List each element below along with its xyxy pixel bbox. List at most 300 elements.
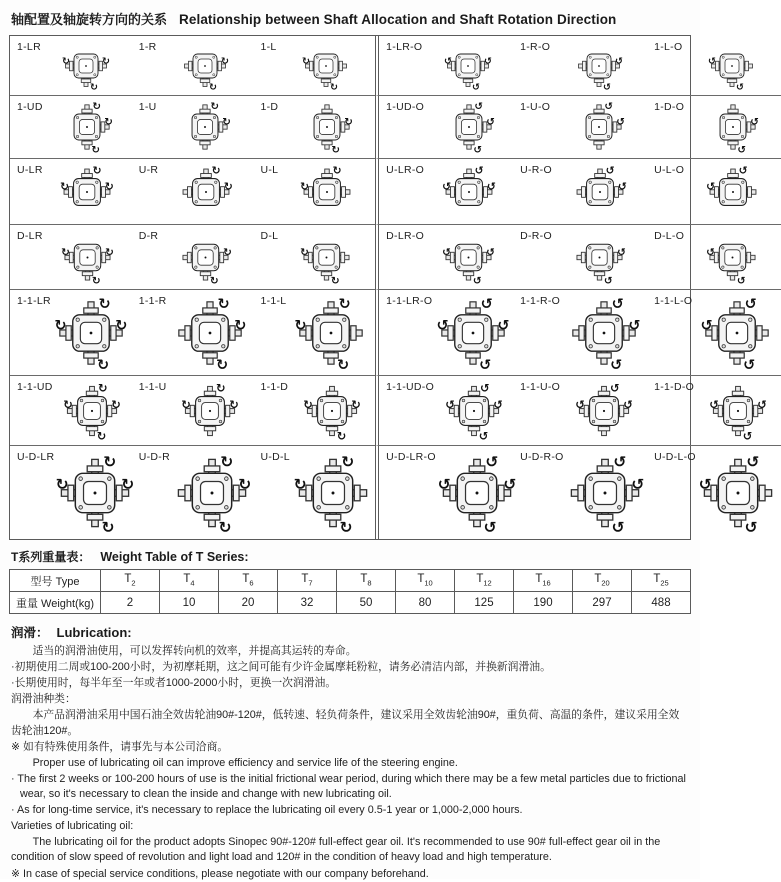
config-cell — [10, 159, 132, 224]
rotation-arrow-icon: ↻ — [329, 81, 338, 93]
rotation-arrow-icon: ↻ — [220, 55, 229, 67]
gearbox-diagram — [436, 452, 518, 534]
rotation-arrow-icon: ↻ — [331, 144, 340, 156]
config-label: 1-D-O — [654, 101, 685, 113]
rotation-arrow-icon: ↺ — [749, 116, 759, 128]
lubrication-heading — [11, 623, 691, 641]
config-diagram — [682, 36, 781, 95]
grid-row-4-right — [375, 225, 781, 290]
rotation-arrow-icon: ↻ — [332, 164, 342, 177]
config-diagram — [424, 159, 513, 224]
rotation-arrow-icon: ↻ — [237, 476, 252, 494]
rotation-arrow-icon: ↺ — [478, 356, 491, 373]
gearbox-diagram — [180, 41, 230, 91]
config-cell — [379, 96, 513, 158]
rotation-arrow-icon: ↻ — [338, 296, 351, 313]
rotation-arrow-icon: ↺ — [708, 399, 719, 412]
gearbox-diagram — [299, 230, 354, 285]
rotation-arrow-icon: ↺ — [738, 164, 748, 177]
gearbox-diagram — [54, 452, 136, 534]
config-diagram — [692, 290, 781, 375]
rotation-arrow-icon: ↺ — [436, 317, 449, 334]
lubrication-paragraph: ※ 如有特殊使用条件，请事先与本公司洽商。 — [11, 740, 229, 753]
model-header: $T_2$ — [101, 570, 160, 592]
gearbox-diagram — [441, 164, 497, 220]
config-cell — [647, 96, 781, 158]
grid-row-3-left — [10, 159, 375, 225]
lubrication-paragraph: Proper use of lubricating oil can improve efficiency and service life of the steering engine. — [32, 756, 458, 769]
config-diagram — [684, 96, 781, 158]
config-cell — [10, 290, 132, 375]
gearbox-diagram — [572, 164, 628, 220]
rotation-arrow-icon: ↻ — [92, 164, 102, 177]
config-label: 1-1-L — [260, 295, 287, 307]
config-label: 1-1-R — [138, 295, 167, 307]
rotation-arrow-icon: ↻ — [293, 476, 307, 494]
config-cell — [10, 96, 132, 158]
config-label: 1-1-U — [138, 381, 167, 393]
rotation-arrow-icon: ↻ — [115, 317, 128, 334]
config-cell — [513, 225, 647, 289]
config-cell — [132, 159, 254, 224]
config-diagram — [53, 376, 132, 445]
rotation-arrow-icon: ↻ — [210, 275, 220, 287]
rotation-arrow-icon: ↺ — [617, 246, 626, 258]
config-cell — [379, 376, 513, 445]
rotation-arrow-icon: ↻ — [102, 55, 111, 67]
config-diagram — [43, 159, 132, 224]
lubrication-paragraph: 润滑油种类： — [11, 693, 76, 706]
rotation-arrow-icon: ↺ — [706, 246, 715, 258]
gearbox-diagram — [435, 295, 511, 371]
rotation-arrow-icon: ↺ — [615, 116, 625, 128]
rotation-arrow-icon: ↺ — [474, 164, 484, 177]
rotation-arrow-icon: ↻ — [294, 317, 307, 334]
rotation-arrow-icon: ↺ — [478, 430, 488, 443]
rotation-arrow-icon: ↻ — [331, 275, 340, 287]
config-cell — [513, 159, 647, 224]
rotation-arrow-icon: ↻ — [56, 476, 70, 494]
lubrication-paragraph: ※ In case of special service conditions, please negotiate with our company beforehand. — [11, 867, 429, 880]
rotation-arrow-icon: ↻ — [208, 81, 217, 93]
rotation-arrow-icon: ↺ — [707, 55, 716, 67]
rotation-arrow-icon: ↻ — [300, 246, 310, 258]
rotation-arrow-icon: ↻ — [54, 317, 67, 334]
rotation-arrow-icon: ↺ — [745, 518, 759, 536]
model-header: $T_{16}$ — [514, 570, 573, 592]
config-diagram — [684, 225, 781, 289]
rotation-arrow-icon: ↻ — [215, 382, 226, 395]
weight-table-heading-chinese: T系列重量表： — [11, 550, 91, 564]
gearbox-diagram — [53, 295, 129, 371]
lubrication-paragraph: ·初期使用二周或100-200小时，为初摩耗期，这之间可能有少许金属摩耗粉粒，请务必清洁内部，并换新润滑油。 — [11, 661, 551, 674]
gearbox-diagram — [566, 295, 642, 371]
lubrication-paragraph: 本产品润滑油采用中国石油全效齿轮油90#-120#，低转速、轻负荷条件，建议采用全效齿轮油90#，重负荷、高温的条件，建议采用全效齿轮油120#。 — [11, 709, 680, 737]
config-cell — [132, 376, 254, 445]
rotation-arrow-icon: ↺ — [705, 180, 715, 193]
config-cell — [647, 290, 781, 375]
rotation-arrow-icon: ↻ — [121, 476, 135, 494]
rotation-arrow-icon: ↺ — [492, 399, 503, 412]
rotation-arrow-icon: ↻ — [302, 399, 313, 412]
config-label: 1-UD — [17, 101, 43, 113]
config-label: 1-LR — [17, 41, 41, 53]
grid-row-6-left — [10, 376, 375, 446]
config-diagram — [43, 96, 132, 158]
config-label: U-D-LR-O — [386, 451, 436, 463]
weight-value: 80 — [396, 592, 455, 614]
weight-value: 32 — [278, 592, 337, 614]
rotation-arrow-icon: ↺ — [486, 246, 495, 258]
rotation-arrow-icon: ↻ — [217, 296, 230, 313]
config-diagram — [158, 225, 253, 289]
rotation-arrow-icon: ↺ — [574, 399, 585, 412]
rotation-arrow-icon: ↺ — [480, 296, 493, 313]
rotation-arrow-icon: ↺ — [744, 296, 757, 313]
weight-table-heading — [11, 548, 691, 565]
rotation-arrow-icon: ↻ — [223, 246, 233, 258]
config-label: 1-R — [138, 41, 157, 53]
config-diagram — [424, 225, 513, 289]
gearbox-diagram — [301, 41, 351, 91]
rotation-arrow-icon: ↺ — [611, 518, 625, 536]
config-cell — [379, 225, 513, 289]
config-cell — [253, 159, 375, 224]
config-cell — [10, 376, 132, 445]
gearbox-diagram — [172, 295, 248, 371]
lubrication-paragraph: · As for long-time service, it's necessary to replace the lubricating oil every 0.5-1 year or 1,000-2,000 hours. — [11, 804, 523, 817]
weight-table — [9, 569, 691, 614]
rotation-arrow-icon: ↺ — [631, 476, 645, 494]
config-label: 1-1-UD — [17, 381, 53, 393]
config-cell — [513, 290, 647, 375]
lubrication-text — [11, 644, 689, 882]
model-header: $T_{12}$ — [455, 570, 514, 592]
rotation-arrow-icon: ↻ — [111, 399, 121, 412]
rotation-arrow-icon: ↻ — [218, 518, 232, 536]
config-cell — [10, 36, 132, 95]
page-title — [11, 9, 691, 28]
rotation-arrow-icon: ↻ — [96, 430, 107, 443]
config-label: U-L — [260, 164, 279, 176]
rotation-arrow-icon: ↻ — [90, 81, 99, 93]
gearbox-diagram — [62, 381, 122, 441]
config-label: U-L-O — [654, 164, 685, 176]
model-header: $T_4$ — [160, 570, 219, 592]
gearbox-diagram — [171, 452, 253, 534]
gearbox-diagram — [443, 41, 493, 91]
config-diagram — [422, 36, 513, 95]
rotation-arrow-icon: ↻ — [60, 246, 70, 258]
gearbox-diagram — [292, 452, 374, 534]
gearbox-diagram — [564, 452, 646, 534]
config-diagram — [684, 159, 781, 224]
rotation-arrow-icon: ↺ — [472, 144, 482, 156]
config-label: U-R — [138, 164, 159, 176]
config-diagram — [288, 376, 375, 445]
config-diagram — [550, 36, 647, 95]
config-cell — [647, 446, 781, 539]
gearbox-diagram — [178, 164, 234, 220]
config-label: 1-L — [260, 41, 277, 53]
config-diagram — [552, 159, 647, 224]
gearbox-diagram — [705, 164, 761, 220]
rotation-arrow-icon: ↻ — [104, 246, 114, 258]
config-cell — [253, 225, 375, 289]
rotation-arrow-icon: ↻ — [299, 180, 309, 193]
rotation-arrow-icon: ↺ — [484, 453, 499, 471]
rotation-arrow-icon: ↺ — [700, 317, 713, 334]
config-cell — [513, 446, 647, 539]
gearbox-diagram — [60, 230, 115, 285]
lubrication-paragraph: Varieties of lubricating oil: — [11, 820, 134, 833]
config-diagram — [170, 446, 253, 539]
rotation-arrow-icon: ↺ — [609, 382, 620, 395]
weight-value: 10 — [160, 592, 219, 614]
rotation-arrow-icon: ↺ — [742, 356, 755, 373]
rotation-arrow-icon: ↺ — [604, 101, 613, 113]
rotation-arrow-icon: ↺ — [479, 382, 490, 395]
gearbox-diagram — [705, 230, 760, 285]
config-label: 1-L-O — [654, 41, 683, 53]
config-label: D-L — [260, 230, 279, 242]
gearbox-diagram — [59, 164, 115, 220]
gearbox-diagram — [300, 100, 354, 154]
rotation-arrow-icon: ↻ — [234, 317, 247, 334]
lubrication-paragraph: 适当的润滑油使用，可以发挥转向机的效率，并提高其运转的寿命。 — [32, 645, 357, 657]
rotation-arrow-icon: ↺ — [473, 275, 482, 287]
config-label: 1-U — [138, 101, 157, 113]
config-cell — [132, 225, 254, 289]
rotation-arrow-icon: ↺ — [603, 275, 613, 287]
config-cell — [253, 376, 375, 445]
config-cell — [647, 159, 781, 224]
rotation-arrow-icon: ↺ — [483, 518, 497, 536]
config-label: 1-1-UD-O — [386, 381, 435, 393]
rotation-arrow-icon: ↻ — [62, 55, 71, 67]
rotation-arrow-icon: ↻ — [91, 275, 101, 287]
rotation-arrow-icon: ↻ — [101, 518, 116, 536]
config-diagram — [696, 446, 781, 539]
grid-row-5-left — [10, 290, 375, 376]
config-diagram — [157, 96, 254, 158]
config-label: U-D-LR — [17, 451, 55, 463]
config-label: 1-LR-O — [386, 41, 423, 53]
rotation-arrow-icon: ↻ — [103, 453, 117, 471]
config-cell — [647, 376, 781, 445]
config-cell — [379, 36, 513, 95]
lubrication-heading-chinese: 润滑： — [11, 626, 49, 640]
config-diagram — [166, 290, 253, 375]
rotation-arrow-icon: ↺ — [617, 180, 627, 193]
config-label: 1-1-U-O — [520, 381, 561, 393]
config-label: D-LR-O — [386, 230, 425, 242]
config-cell — [10, 225, 132, 289]
rotation-arrow-icon: ↻ — [223, 180, 233, 193]
rotation-arrow-icon: ↺ — [736, 144, 746, 156]
config-cell — [10, 446, 135, 539]
config-diagram — [290, 446, 375, 539]
rotation-arrow-icon: ↺ — [503, 476, 517, 494]
weight-value: 297 — [573, 592, 632, 614]
rotation-arrow-icon: ↺ — [613, 453, 627, 471]
config-cell — [132, 290, 254, 375]
gearbox-diagram — [706, 100, 760, 154]
grid-row-1-right — [375, 36, 781, 96]
config-label: 1-UD-O — [386, 101, 425, 113]
config-cell — [132, 36, 254, 95]
config-label: D-LR — [17, 230, 43, 242]
config-label: U-D-R-O — [520, 451, 564, 463]
rotation-arrow-icon: ↺ — [737, 275, 746, 287]
config-diagram — [694, 376, 781, 445]
config-label: U-LR — [17, 164, 43, 176]
gearbox-diagram — [699, 295, 775, 371]
rotation-arrow-icon: ↺ — [622, 399, 633, 412]
config-diagram — [278, 225, 375, 289]
model-header: $T_{25}$ — [632, 570, 691, 592]
gearbox-diagram — [697, 452, 779, 534]
config-label: 1-D — [260, 101, 279, 113]
rotation-arrow-icon: ↻ — [92, 101, 102, 113]
rotation-arrow-icon: ↺ — [442, 246, 451, 258]
config-diagram — [560, 376, 647, 445]
config-diagram — [278, 96, 375, 158]
gearbox-diagram — [441, 230, 496, 285]
config-cell — [513, 376, 647, 445]
rotation-arrow-icon: ↺ — [609, 356, 622, 373]
weight-table-heading-english: Weight Table of T Series: — [100, 550, 249, 564]
rotation-arrow-icon: ↻ — [105, 180, 115, 193]
config-label: U-R-O — [520, 164, 552, 176]
rotation-arrow-icon: ↺ — [699, 476, 713, 494]
rotation-arrow-icon: ↺ — [483, 55, 492, 67]
rotation-arrow-icon: ↺ — [746, 453, 760, 471]
config-cell — [132, 446, 254, 539]
grid-row-2-right — [375, 96, 781, 159]
grid-row-7-right — [375, 446, 781, 539]
config-label: 1-1-LR-O — [386, 295, 433, 307]
gearbox-diagram — [299, 164, 355, 220]
page-title-english: Relationship between Shaft Allocation and Shaft Rotation Direction — [179, 12, 617, 27]
config-cell — [513, 36, 647, 95]
grid-row-3-right — [375, 159, 781, 225]
gearbox-diagram — [442, 100, 496, 154]
rotation-arrow-icon: ↺ — [486, 180, 496, 193]
rotation-arrow-icon: ↺ — [614, 55, 623, 67]
gearbox-diagram — [574, 41, 624, 91]
rotation-arrow-icon: ↻ — [336, 356, 349, 373]
rotation-arrow-icon: ↻ — [219, 453, 233, 471]
rotation-arrow-icon: ↻ — [343, 116, 353, 128]
rotation-arrow-icon: ↺ — [627, 317, 641, 334]
rotation-arrow-icon: ↻ — [181, 399, 191, 412]
gearbox-diagram — [707, 41, 757, 91]
weight-value: 2 — [101, 592, 160, 614]
config-label: 1-1-D — [260, 381, 289, 393]
config-label: D-L-O — [654, 230, 685, 242]
weight-row-label: 重量 Weight(kg) — [10, 592, 101, 614]
config-label: D-R — [138, 230, 159, 242]
config-label: 1-1-LR — [17, 295, 51, 307]
config-diagram — [550, 96, 647, 158]
rotation-arrow-icon: ↻ — [104, 116, 114, 128]
rotation-arrow-icon: ↻ — [229, 399, 239, 412]
rotation-arrow-icon: ↻ — [211, 164, 221, 177]
config-diagram — [51, 290, 132, 375]
weight-value: 50 — [337, 592, 396, 614]
rotation-arrow-icon: ↻ — [60, 180, 70, 193]
config-cell — [253, 96, 375, 158]
model-header: $T_8$ — [337, 570, 396, 592]
rotation-arrow-icon: ↺ — [735, 81, 744, 93]
config-label: U-D-L — [260, 451, 290, 463]
config-diagram — [436, 446, 518, 539]
weight-value: 190 — [514, 592, 573, 614]
gearbox-diagram — [572, 230, 627, 285]
lubrication-paragraph: · The first 2 weeks or 100-200 hours of use is the initial frictional wear period, during which there may be a few metal particles due to frictional wear, so it's necessary to clean the inside and change with new lubricating oil. — [11, 772, 686, 800]
rotation-arrow-icon: ↺ — [742, 430, 752, 443]
config-label: 1-1-L-O — [654, 295, 693, 307]
config-label: 1-1-D-O — [654, 381, 695, 393]
gearbox-diagram — [61, 41, 111, 91]
model-header: $T_7$ — [278, 570, 337, 592]
rotation-arrow-icon: ↻ — [216, 356, 229, 373]
rotation-arrow-icon: ↻ — [63, 399, 73, 412]
weight-value: 20 — [219, 592, 278, 614]
config-cell — [379, 290, 513, 375]
grid-row-1-left — [10, 36, 375, 96]
config-diagram — [560, 290, 647, 375]
type-header: 型号 Type — [10, 570, 101, 592]
config-diagram — [552, 225, 647, 289]
config-diagram — [158, 159, 253, 224]
config-label: U-LR-O — [386, 164, 425, 176]
config-diagram — [277, 36, 376, 95]
lubrication-heading-english: Lubrication: — [56, 625, 132, 640]
config-cell — [379, 446, 517, 539]
rotation-arrow-icon: ↺ — [474, 101, 483, 113]
rotation-arrow-icon: ↺ — [441, 180, 451, 193]
rotation-arrow-icon: ↻ — [91, 144, 101, 156]
rotation-arrow-icon: ↺ — [471, 81, 480, 93]
model-header: $T_{10}$ — [396, 570, 455, 592]
config-label: 1-R-O — [520, 41, 551, 53]
gearbox-diagram — [293, 295, 369, 371]
rotation-arrow-icon: ↺ — [443, 55, 452, 67]
rotation-arrow-icon: ↺ — [485, 116, 495, 128]
gearbox-diagram — [302, 381, 362, 441]
config-diagram — [432, 290, 513, 375]
config-cell — [379, 159, 513, 224]
config-label: U-D-L-O — [654, 451, 696, 463]
config-diagram — [166, 376, 253, 445]
grid-row-2-left — [10, 96, 375, 159]
rotation-arrow-icon: ↻ — [301, 55, 310, 67]
config-cell — [647, 225, 781, 289]
rotation-arrow-icon: ↻ — [222, 116, 231, 128]
weight-value: 125 — [455, 592, 514, 614]
rotation-arrow-icon: ↺ — [497, 317, 510, 334]
rotation-arrow-icon: ↺ — [756, 399, 767, 412]
rotation-arrow-icon: ↻ — [340, 453, 354, 471]
config-label: 1-1-R-O — [520, 295, 561, 307]
rotation-arrow-icon: ↻ — [97, 356, 110, 373]
config-cell — [253, 290, 375, 375]
gearbox-diagram — [180, 381, 240, 441]
grid-row-6-right — [375, 376, 781, 446]
rotation-arrow-icon: ↺ — [611, 296, 624, 313]
